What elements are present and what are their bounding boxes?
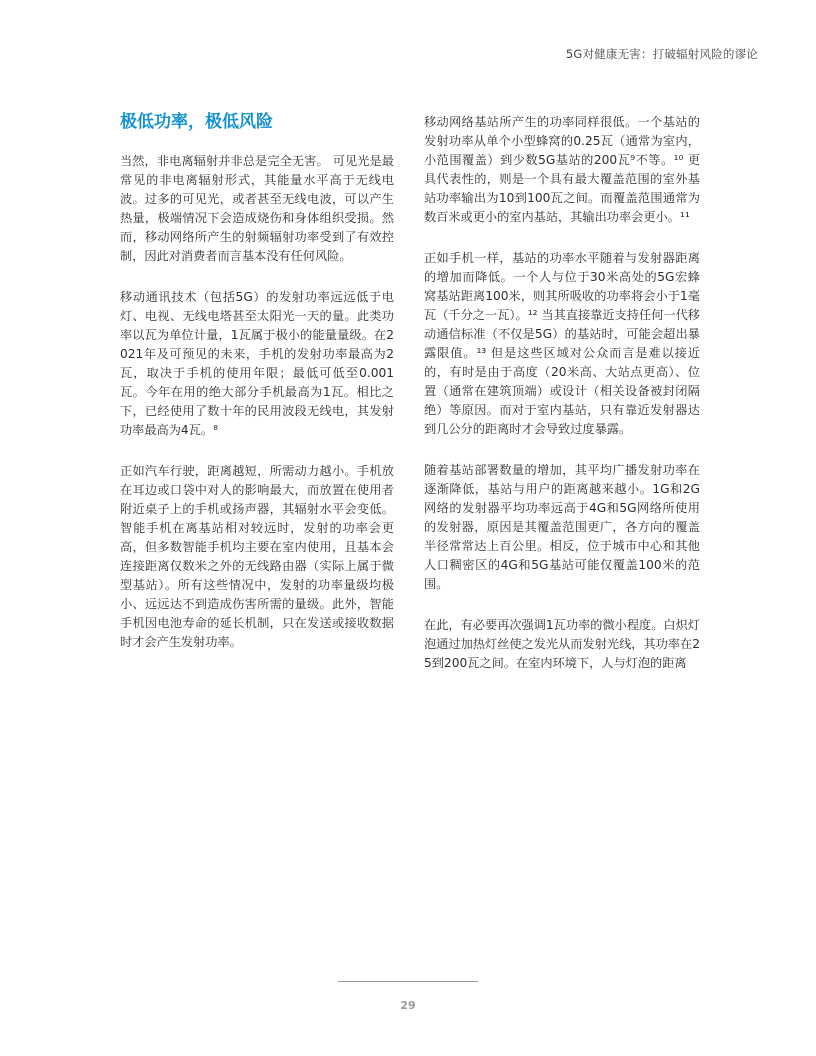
section-title: 极低功率，极低风险 xyxy=(120,112,273,132)
body-paragraph: 正如汽车行驶，距离越短，所需动力越小。手机放在耳边或口袋中对人的影响最大，而放置在使用者附近桌子上的手机或扬声器，其辐射水平会变低。智能手机在离基站相对较远时，发射的功率会更高，但多数智能手机均主要在室内使用，且基本会连接距离仅数米之外的无线路由器（实际上属于微型基站）。所有这些情况中，发射的功率量级均极小、远远达不到造成伤害所需的量级。此外，智能手机因电池寿命的延长机制，只在发送或接收数据时才会产生发射功率。 xyxy=(120,464,394,649)
body-paragraph: 当然，非电离辐射并非总是完全无害。 可见光是最常见的非电离辐射形式，其能量水平高于无线电波。过多的可见光，或者甚至无线电波，可以产生热量，极端情况下会造成烧伤和身体组织受损。然而，移动网络所产生的射频辐射功率受到了有效控制，因此对消费者而言基本没有任何风险。 xyxy=(120,154,394,263)
body-paragraph: 在此，有必要再次强调1瓦功率的微小程度。白炽灯泡通过加热灯丝使之发光从而发射光线，其功率在25到200瓦之间。在室内环境下，人与灯泡的距离 xyxy=(424,618,700,670)
body-paragraph: 移动网络基站所产生的功率同样很低。一个基站的发射功率从单个小型蜂窝的0.25瓦（通常为室内，小范围覆盖）到少数5G基站的200瓦⁹不等。¹⁰ 更具代表性的，则是一个具有最大覆盖范围的室外基站功率输出为10到100瓦之间。而覆盖范围通常为数百米或更小的室内基站，其输出功率会更小。¹¹ xyxy=(424,115,700,224)
body-paragraph: 随着基站部署数量的增加，其平均广播发射功率在逐渐降低，基站与用户的距离越来越小。1G和2G网络的发射器平均功率远高于4G和5G网络所使用的发射器，原因是其覆盖范围更广，各方向的覆盖半径常常达上百公里。相反，位于城市中心和其他人口稠密区的4G和5G基站可能仅覆盖100米的范围。 xyxy=(424,463,700,591)
body-paragraph: 移动通讯技术（包括5G）的发射功率远远低于电灯、电视、无线电塔甚至太阳光一天的量。此类功率以瓦为单位计量，1瓦属于极小的能量量级。在2021年及可预见的未来，手机的发射功率最高为2瓦，取决于手机的使用年限；最低可低至0.001瓦。今年在用的绝大部分手机最高为1瓦。相比之下，已经使用了数十年的民用波段无线电，其发射功率最高为4瓦。⁸ xyxy=(120,290,394,437)
right-column xyxy=(424,113,700,695)
left-column xyxy=(120,110,394,674)
running-header: 5G对健康无害：打破辐射风险的谬论 xyxy=(565,47,758,61)
footer-divider xyxy=(338,981,478,982)
page-number: 29 xyxy=(400,999,416,1012)
body-paragraph: 正如手机一样，基站的功率水平随着与发射器距离的增加而降低。一个人与位于30米高处的5G宏蜂窝基站距离100米，则其所吸收的功率将会小于1毫瓦（千分之一瓦）。¹² 当其直接靠近支持任何一代移动通信标准（不仅是5G）的基站时，可能会超出暴露限值。¹³ 但是这些区域对公众而言是难以接近的，有时是由于高度（20米高、大站点更高）、位置（通常在建筑顶端）或设计（相关设备被封闭隔绝）等原因。而对于室内基站，只有靠近发射器达到几公分的距离时才会导致过度暴露。 xyxy=(424,251,700,436)
